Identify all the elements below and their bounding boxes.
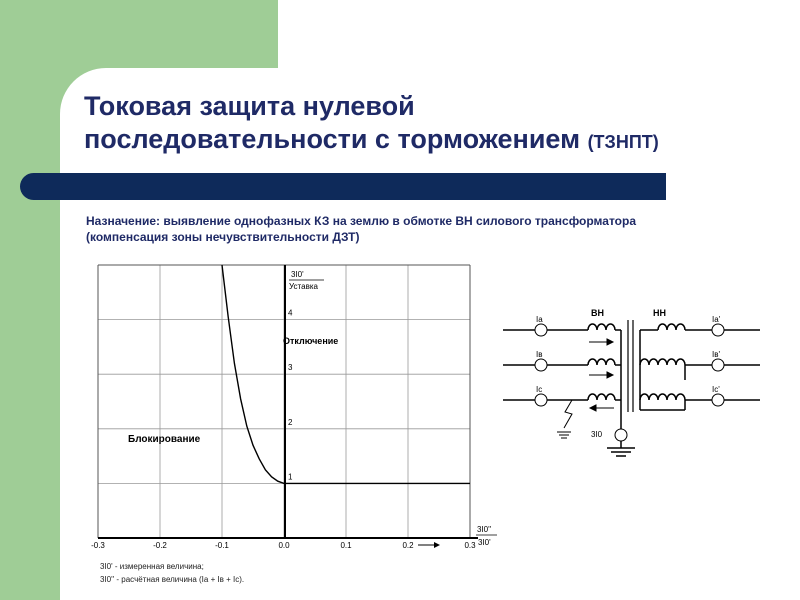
ct-phase-c — [535, 394, 547, 406]
y-tick-label: 3 — [288, 363, 293, 373]
label-ib: Iв — [536, 350, 543, 359]
x-tick-label: -0.2 — [153, 541, 167, 550]
label-ic: Ic — [536, 385, 543, 394]
footnote-2: 3I0'' - расчётная величина (Ia + Iв + Ic). — [100, 575, 245, 584]
footnotes — [100, 560, 244, 586]
ct-phase-a2 — [712, 324, 724, 336]
label-lv: НН — [653, 308, 666, 318]
purpose-line-1: Назначение: выявление однофазных КЗ на землю в обмотке ВН силового трансформатора — [86, 214, 636, 228]
x-tick-label: 0.2 — [402, 541, 414, 550]
trip-region-label: Отключение — [283, 336, 339, 346]
y-tick-label: 4 — [288, 308, 293, 318]
ct-phase-b2 — [712, 359, 724, 371]
y-tick-label: 1 — [288, 472, 293, 482]
x-tick-label: 0.3 — [464, 541, 476, 550]
label-ic2: Ic' — [712, 385, 720, 394]
y-axis-label-denominator: Уставка — [289, 282, 318, 291]
label-ib2: Iв' — [712, 350, 720, 359]
x-axis-label-denominator: 3I0' — [478, 538, 491, 547]
x-tick-label: 0.0 — [278, 541, 290, 550]
title-line-1: Токовая защита нулевой — [84, 91, 415, 121]
label-ia2: Ia' — [712, 315, 721, 324]
y-tick-label: 2 — [288, 417, 293, 427]
ct-phase-c2 — [712, 394, 724, 406]
footnote-1: 3I0' - измеренная величина; — [100, 562, 204, 571]
ct-phase-b — [535, 359, 547, 371]
label-3i0: 3I0 — [591, 430, 603, 439]
hv-winding-c — [588, 394, 615, 400]
label-ia: Ia — [536, 315, 543, 324]
title-line-2: последовательности с торможением — [84, 124, 581, 154]
x-tick-label: -0.3 — [91, 541, 105, 550]
purpose-line-2: (компенсация зоны нечувствительности ДЗТ) — [86, 230, 360, 244]
ct-phase-a — [535, 324, 547, 336]
x-axis-label-numerator: 3I0'' — [477, 525, 492, 534]
x-tick-label: 0.1 — [340, 541, 352, 550]
x-tick-label: -0.1 — [215, 541, 229, 550]
hv-winding-b — [588, 359, 615, 365]
hv-winding-a — [588, 324, 615, 330]
block-region-label: Блокирование — [128, 434, 201, 445]
ct-neutral — [615, 429, 627, 441]
fault-zigzag-icon — [564, 400, 572, 428]
label-hv: ВН — [591, 308, 604, 318]
lv-winding-c — [640, 394, 685, 400]
title-abbreviation: (ТЗНПТ) — [587, 132, 659, 152]
lv-winding-a — [658, 324, 685, 330]
y-axis-label-numerator: 3I0' — [291, 270, 304, 279]
lv-winding-b — [640, 359, 685, 365]
